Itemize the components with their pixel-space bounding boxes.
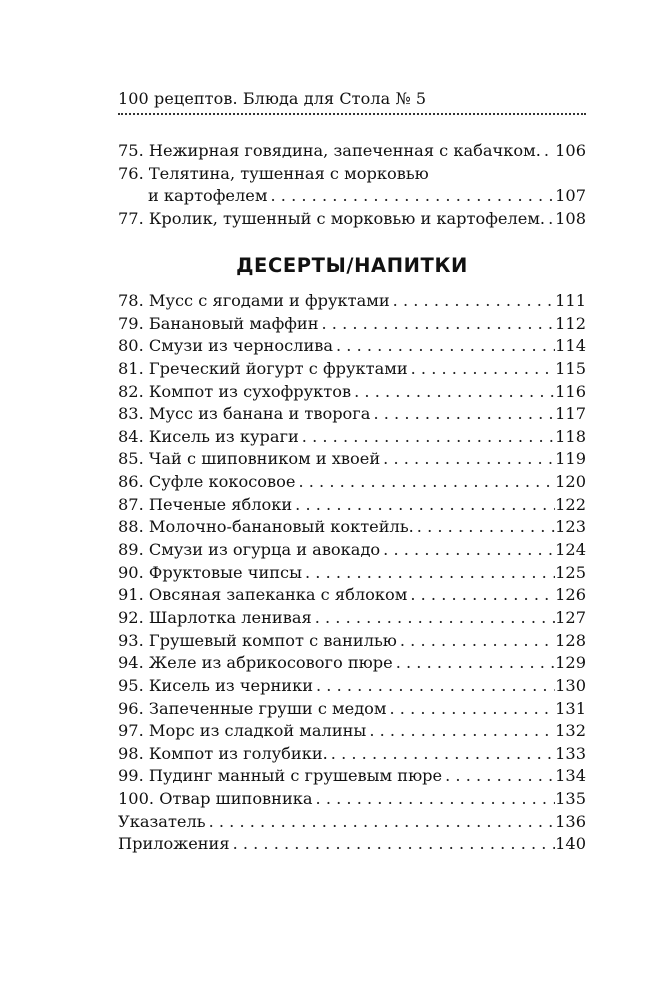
toc-page-number: 135 (555, 789, 586, 809)
toc-entry (118, 471, 586, 494)
toc-entry (118, 403, 586, 426)
section-heading: ДЕСЕРТЫ/НАПИТКИ (236, 254, 468, 277)
toc-page-number: 112 (555, 313, 586, 333)
toc-dot-leader (541, 140, 555, 163)
toc-dot-leader (302, 562, 555, 585)
toc-entry-title: 89. Смузи из огурца и авокадо (118, 540, 381, 560)
toc-dot-leader (299, 426, 555, 449)
toc-list-desserts-drinks (118, 290, 586, 856)
toc-dot-leader (230, 833, 556, 856)
toc-page-number: 119 (555, 449, 586, 469)
toc-entry (118, 562, 586, 585)
toc-entry-title: 79. Банановый маффин (118, 313, 319, 333)
toc-entry-title: 99. Пудинг манный с грушевым пюре (118, 766, 443, 786)
toc-entry-title: 88. Молочно-банановый коктейль. (118, 517, 414, 537)
toc-entry-title: 97. Морс из сладкой малины (118, 721, 367, 741)
toc-dot-leader (380, 539, 555, 562)
toc-page-number: 133 (555, 743, 586, 763)
toc-entry (118, 539, 586, 562)
toc-dot-leader (313, 788, 556, 811)
toc-entry (118, 788, 586, 811)
toc-page-number: 132 (555, 721, 586, 741)
toc-dot-leader (333, 335, 555, 358)
toc-entry (118, 630, 586, 653)
toc-entry-title: 81. Греческий йогурт с фруктами (118, 358, 408, 378)
toc-dot-leader (408, 358, 555, 381)
toc-dot-leader (206, 811, 556, 834)
toc-entry (118, 833, 586, 856)
toc-entry (118, 675, 586, 698)
toc-dot-leader (414, 516, 555, 539)
toc-page-number: 129 (555, 653, 586, 673)
toc-dot-leader (397, 630, 555, 653)
toc-page-number: 136 (555, 811, 586, 831)
toc-dot-leader (407, 584, 555, 607)
toc-entry-title: 95. Кисель из черники (118, 675, 313, 695)
toc-dot-leader (313, 675, 555, 698)
toc-dot-leader (545, 208, 555, 231)
toc-entry-title: 83. Мусс из банана и творога (118, 404, 371, 424)
toc-page-number: 117 (555, 404, 586, 424)
toc-entry-title: 98. Компот из голубики. (118, 743, 328, 763)
toc-dot-leader (366, 720, 555, 743)
toc-page-number: 134 (555, 766, 586, 786)
toc-page-number: 130 (555, 675, 586, 695)
toc-entry-title: 100. Отвар шиповника (118, 789, 313, 809)
toc-entry-title: 76. Телятина, тушенная с морковью (118, 163, 429, 183)
toc-dot-leader (292, 494, 555, 517)
toc-entry-title: 90. Фруктовые чипсы (118, 562, 302, 582)
toc-page-number: 111 (555, 291, 586, 310)
toc-page-number: 116 (555, 381, 586, 401)
toc-entry-title: 78. Мусс с ягодами и фруктами (118, 291, 390, 310)
toc-dot-leader (370, 403, 555, 426)
toc-entry (118, 208, 586, 231)
toc-entry-title: 80. Смузи из чернослива (118, 336, 333, 356)
toc-dot-leader (295, 471, 555, 494)
toc-page-number: 107 (555, 186, 586, 206)
toc-page-number: 122 (555, 494, 586, 514)
toc-page-number: 114 (555, 336, 586, 356)
toc-entry-title: 94. Желе из абрикосового пюре (118, 653, 393, 673)
toc-entry (118, 290, 586, 313)
toc-entry (118, 335, 586, 358)
toc-entry (118, 765, 586, 788)
toc-entry-title: 82. Компот из сухофруктов (118, 381, 352, 401)
toc-dot-leader (393, 652, 555, 675)
toc-entry-title: 75. Нежирная говядина, запеченная с кабачком. (118, 141, 541, 160)
toc-entry-title: 87. Печеные яблоки (118, 494, 293, 514)
toc-page-number: 120 (555, 472, 586, 492)
toc-entry-title: Указатель (118, 811, 206, 831)
toc-entry (118, 607, 586, 630)
toc-page-number: 124 (555, 540, 586, 560)
toc-entry (118, 358, 586, 381)
toc-entry (118, 494, 586, 517)
toc-page-number: 123 (555, 517, 586, 537)
toc-entry-title: 84. Кисель из кураги (118, 426, 299, 446)
toc-page-number: 125 (555, 562, 586, 582)
toc-page-number: 115 (555, 358, 586, 378)
toc-entry (118, 140, 586, 163)
toc-entry (118, 720, 586, 743)
toc-dot-leader (387, 698, 556, 721)
toc-page-number: 108 (555, 208, 586, 228)
toc-dot-leader (312, 607, 555, 630)
toc-entry (118, 448, 586, 471)
toc-entry (118, 426, 586, 449)
running-head: 100 рецептов. Блюда для Стола № 5 (118, 89, 427, 108)
toc-page-number: 128 (555, 630, 586, 650)
toc-entry (118, 584, 586, 607)
toc-dot-leader (390, 290, 555, 313)
toc-entry (118, 381, 586, 404)
toc-list-main-dishes (118, 140, 586, 231)
toc-entry-title: 91. Овсяная запеканка с яблоком (118, 585, 408, 605)
toc-dot-leader (351, 381, 555, 404)
toc-entry (118, 811, 586, 834)
toc-entry (118, 743, 586, 766)
toc-entry-title: 77. Кролик, тушенный с морковью и картофелем. (118, 208, 546, 228)
toc-entry-title: 96. Запеченные груши с медом (118, 698, 387, 718)
toc-page-number: 127 (555, 607, 586, 627)
toc-page-number: 131 (555, 698, 586, 718)
toc-entry (118, 698, 586, 721)
toc-page-number: 118 (555, 426, 586, 446)
toc-entry-title: и картофелем (148, 186, 268, 206)
toc-dot-leader (380, 448, 555, 471)
toc-dot-leader (267, 185, 555, 208)
toc-dot-leader (319, 313, 556, 336)
toc-entry (118, 163, 586, 186)
toc-entry (118, 185, 586, 208)
toc-entry-title: Приложения (118, 834, 230, 854)
toc-page-number: 106 (555, 141, 586, 160)
toc-dot-leader (442, 765, 555, 788)
running-head-dotted-rule (118, 113, 586, 115)
toc-page-number: 140 (555, 834, 586, 854)
toc-entry (118, 313, 586, 336)
toc-page-number: 126 (555, 585, 586, 605)
toc-dot-leader (328, 743, 555, 766)
toc-entry (118, 516, 586, 539)
toc-entry (118, 652, 586, 675)
toc-entry-title: 86. Суфле кокосовое (118, 472, 296, 492)
toc-entry-title: 93. Грушевый компот с ванилью (118, 630, 397, 650)
toc-entry-title: 85. Чай с шиповником и хвоей (118, 449, 381, 469)
toc-entry-title: 92. Шарлотка ленивая (118, 607, 312, 627)
